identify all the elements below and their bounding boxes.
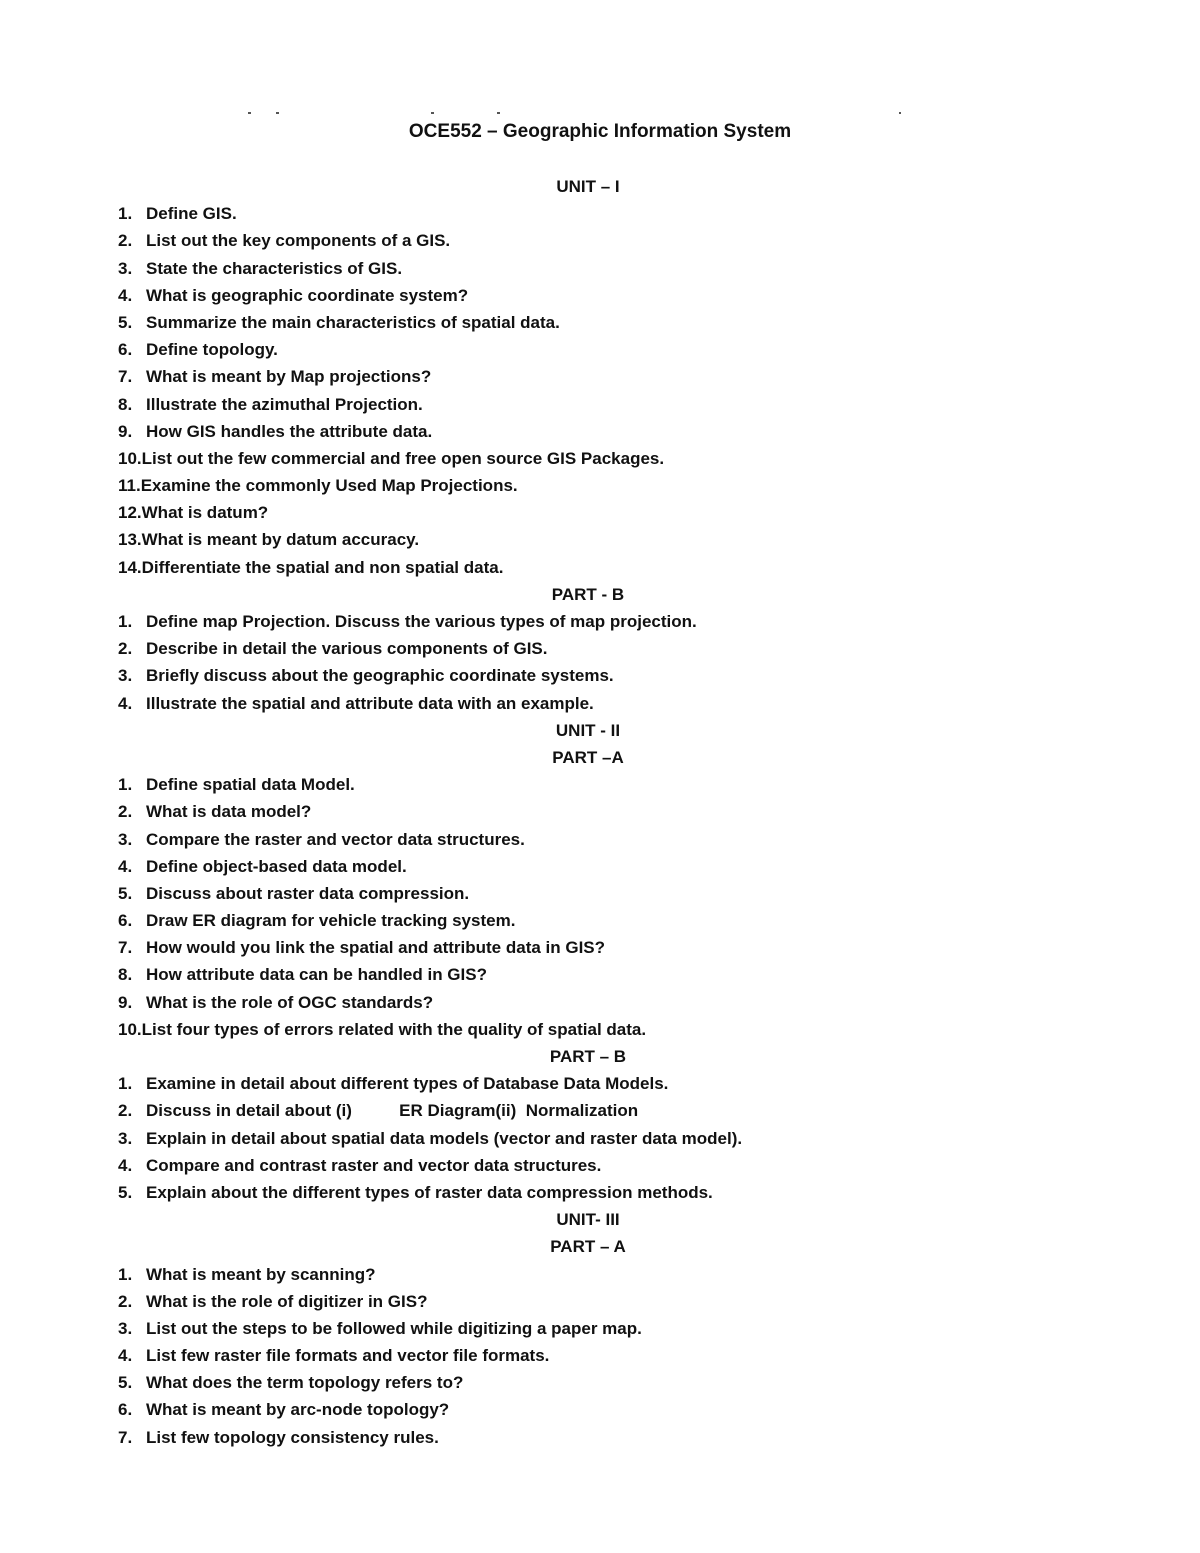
question-text: What is the role of OGC standards? (146, 992, 434, 1012)
section-heading: PART - B (551, 584, 625, 604)
question-item (118, 554, 1118, 581)
question-item (118, 1097, 1118, 1124)
scan-speck (899, 112, 901, 114)
section-heading: PART –A (552, 747, 624, 767)
question-text: What is datum? (141, 503, 269, 523)
question-text: Compare the raster and vector data structures. (146, 829, 525, 849)
question-item (118, 309, 1118, 336)
question-text: Illustrate the spatial and attribute data with an example. (146, 693, 594, 713)
question-item (118, 853, 1118, 880)
question-item (118, 418, 1118, 445)
question-text: Explain in detail about spatial data models (vector and raster data model). (146, 1128, 743, 1148)
question-number: 5. (118, 1182, 133, 1202)
question-number: 6. (118, 1400, 133, 1420)
scan-speck (276, 112, 279, 114)
question-number: 8. (118, 394, 133, 414)
question-number: 10. (118, 448, 142, 468)
question-number: 2. (118, 639, 133, 659)
question-item (118, 499, 1118, 526)
question-text: List four types of errors related with the quality of spatial data. (141, 1019, 647, 1039)
question-number: 3. (118, 829, 133, 849)
question-list (118, 1261, 1118, 1451)
question-item (118, 227, 1118, 254)
section-heading: UNIT - II (555, 720, 621, 740)
question-text: Define map Projection. Discuss the various types of map projection. (146, 612, 697, 631)
question-text: What is geographic coordinate system? (146, 285, 469, 305)
question-item (118, 961, 1118, 988)
question-item (118, 1261, 1118, 1288)
question-text: List few raster file formats and vector file formats. (146, 1346, 550, 1366)
question-text: What is meant by scanning? (146, 1264, 376, 1284)
question-number: 6. (118, 911, 133, 931)
question-number: 7. (118, 938, 133, 958)
question-text: Briefly discuss about the geographic coordinate systems. (146, 666, 614, 686)
question-text: List few topology consistency rules. (146, 1427, 439, 1447)
question-text: Illustrate the azimuthal Projection. (146, 394, 423, 414)
question-item (118, 1396, 1118, 1423)
question-text: What is meant by datum accuracy. (141, 530, 420, 550)
question-item (118, 472, 1118, 499)
question-number: 3. (118, 1128, 133, 1148)
question-number: 1. (118, 1264, 133, 1284)
question-text: Explain about the different types of raster data compression methods. (146, 1182, 713, 1202)
question-list (118, 200, 1118, 581)
question-number: 5. (118, 312, 133, 332)
question-number: 7. (118, 367, 133, 387)
question-item (118, 1179, 1118, 1206)
question-item (118, 1152, 1118, 1179)
question-text: What is the role of digitizer in GIS? (146, 1291, 428, 1311)
question-text: List out the key components of a GIS. (146, 231, 451, 251)
question-number: 12. (118, 503, 142, 523)
question-text: What is meant by Map projections? (146, 367, 432, 387)
question-text: State the characteristics of GIS. (146, 258, 403, 278)
question-text: List out the steps to be followed while digitizing a paper map. (146, 1318, 642, 1338)
question-number: 2. (118, 1101, 133, 1121)
question-item (118, 1070, 1118, 1097)
question-number: 13. (118, 530, 142, 550)
question-number: 10. (118, 1019, 142, 1039)
question-text: How attribute data can be handled in GIS? (146, 965, 487, 985)
question-number: 4. (118, 1155, 133, 1175)
question-text: What does the term topology refers to? (146, 1373, 464, 1393)
question-number: 1. (118, 204, 133, 224)
question-number: 4. (118, 1346, 133, 1366)
question-text: Define GIS. (146, 204, 237, 224)
question-number: 9. (118, 992, 133, 1012)
question-item (118, 282, 1118, 309)
question-text: Discuss in detail about (i) ER Diagram(ii) Normalization (146, 1101, 639, 1121)
question-number: 1. (118, 612, 133, 631)
scan-speck (431, 112, 434, 114)
question-number: 2. (118, 231, 133, 251)
scan-speck (248, 112, 251, 114)
question-item (118, 363, 1118, 390)
question-text: How would you link the spatial and attribute data in GIS? (146, 938, 606, 958)
question-text: What is meant by arc-node topology? (146, 1400, 450, 1420)
question-item (118, 826, 1118, 853)
question-number: 3. (118, 258, 133, 278)
question-number: 4. (118, 856, 133, 876)
document-title-row (0, 119, 1200, 145)
question-item (118, 989, 1118, 1016)
question-text: Define spatial data Model. (146, 775, 355, 795)
question-text: Define object-based data model. (146, 856, 407, 876)
question-item (118, 255, 1118, 282)
question-text: Discuss about raster data compression. (146, 883, 470, 903)
question-item (118, 445, 1118, 472)
question-number: 6. (118, 340, 133, 360)
question-number: 7. (118, 1427, 133, 1447)
document-title: OCE552 – Geographic Information System (408, 121, 792, 142)
question-number: 8. (118, 965, 133, 985)
question-list (118, 771, 1118, 1043)
section-heading: UNIT- III (556, 1210, 620, 1230)
question-item (118, 798, 1118, 825)
question-number: 2. (118, 802, 133, 822)
question-item (118, 662, 1118, 689)
question-text: Differentiate the spatial and non spatial data. (141, 557, 504, 577)
question-item (118, 934, 1118, 961)
question-item (118, 1424, 1118, 1451)
question-text: Examine the commonly Used Map Projections. (140, 476, 518, 496)
question-item (118, 635, 1118, 662)
question-item (118, 1315, 1118, 1342)
question-text: Compare and contrast raster and vector data structures. (146, 1155, 602, 1175)
question-number: 5. (118, 883, 133, 903)
scan-speck (497, 112, 500, 114)
section-heading: UNIT – I (556, 177, 620, 196)
question-item (118, 771, 1118, 798)
question-text: Summarize the main characteristics of spatial data. (146, 312, 560, 332)
question-text: Examine in detail about different types of Database Data Models. (146, 1074, 669, 1094)
question-list (118, 1070, 1118, 1206)
question-item (118, 336, 1118, 363)
question-item (118, 526, 1118, 553)
question-list (118, 608, 1118, 717)
question-text: What is data model? (146, 802, 312, 822)
question-number: 14. (118, 557, 142, 577)
question-text: List out the few commercial and free open source GIS Packages. (141, 448, 665, 468)
question-item (118, 907, 1118, 934)
question-number: 3. (118, 666, 133, 686)
question-text: Define topology. (146, 340, 278, 360)
question-number: 11. (118, 476, 141, 496)
question-number: 1. (118, 775, 133, 795)
question-item (118, 880, 1118, 907)
question-item (118, 1288, 1118, 1315)
question-item (118, 690, 1118, 717)
question-content (118, 173, 1118, 1451)
question-text: How GIS handles the attribute data. (146, 421, 433, 441)
question-text: Draw ER diagram for vehicle tracking system. (146, 911, 516, 931)
question-item (118, 1016, 1118, 1043)
question-number: 2. (118, 1291, 133, 1311)
question-number: 5. (118, 1373, 133, 1393)
question-item (118, 1125, 1118, 1152)
question-number: 9. (118, 421, 133, 441)
question-text: Describe in detail the various components of GIS. (146, 639, 548, 659)
question-number: 3. (118, 1318, 133, 1338)
question-item (118, 1342, 1118, 1369)
question-number: 4. (118, 693, 133, 713)
question-item (118, 608, 1118, 635)
question-number: 1. (118, 1074, 133, 1094)
question-number: 4. (118, 285, 133, 305)
question-item (118, 1369, 1118, 1396)
question-item (118, 200, 1118, 227)
section-heading: PART – A (550, 1237, 626, 1257)
question-item (118, 391, 1118, 418)
section-heading: PART – B (549, 1047, 627, 1066)
